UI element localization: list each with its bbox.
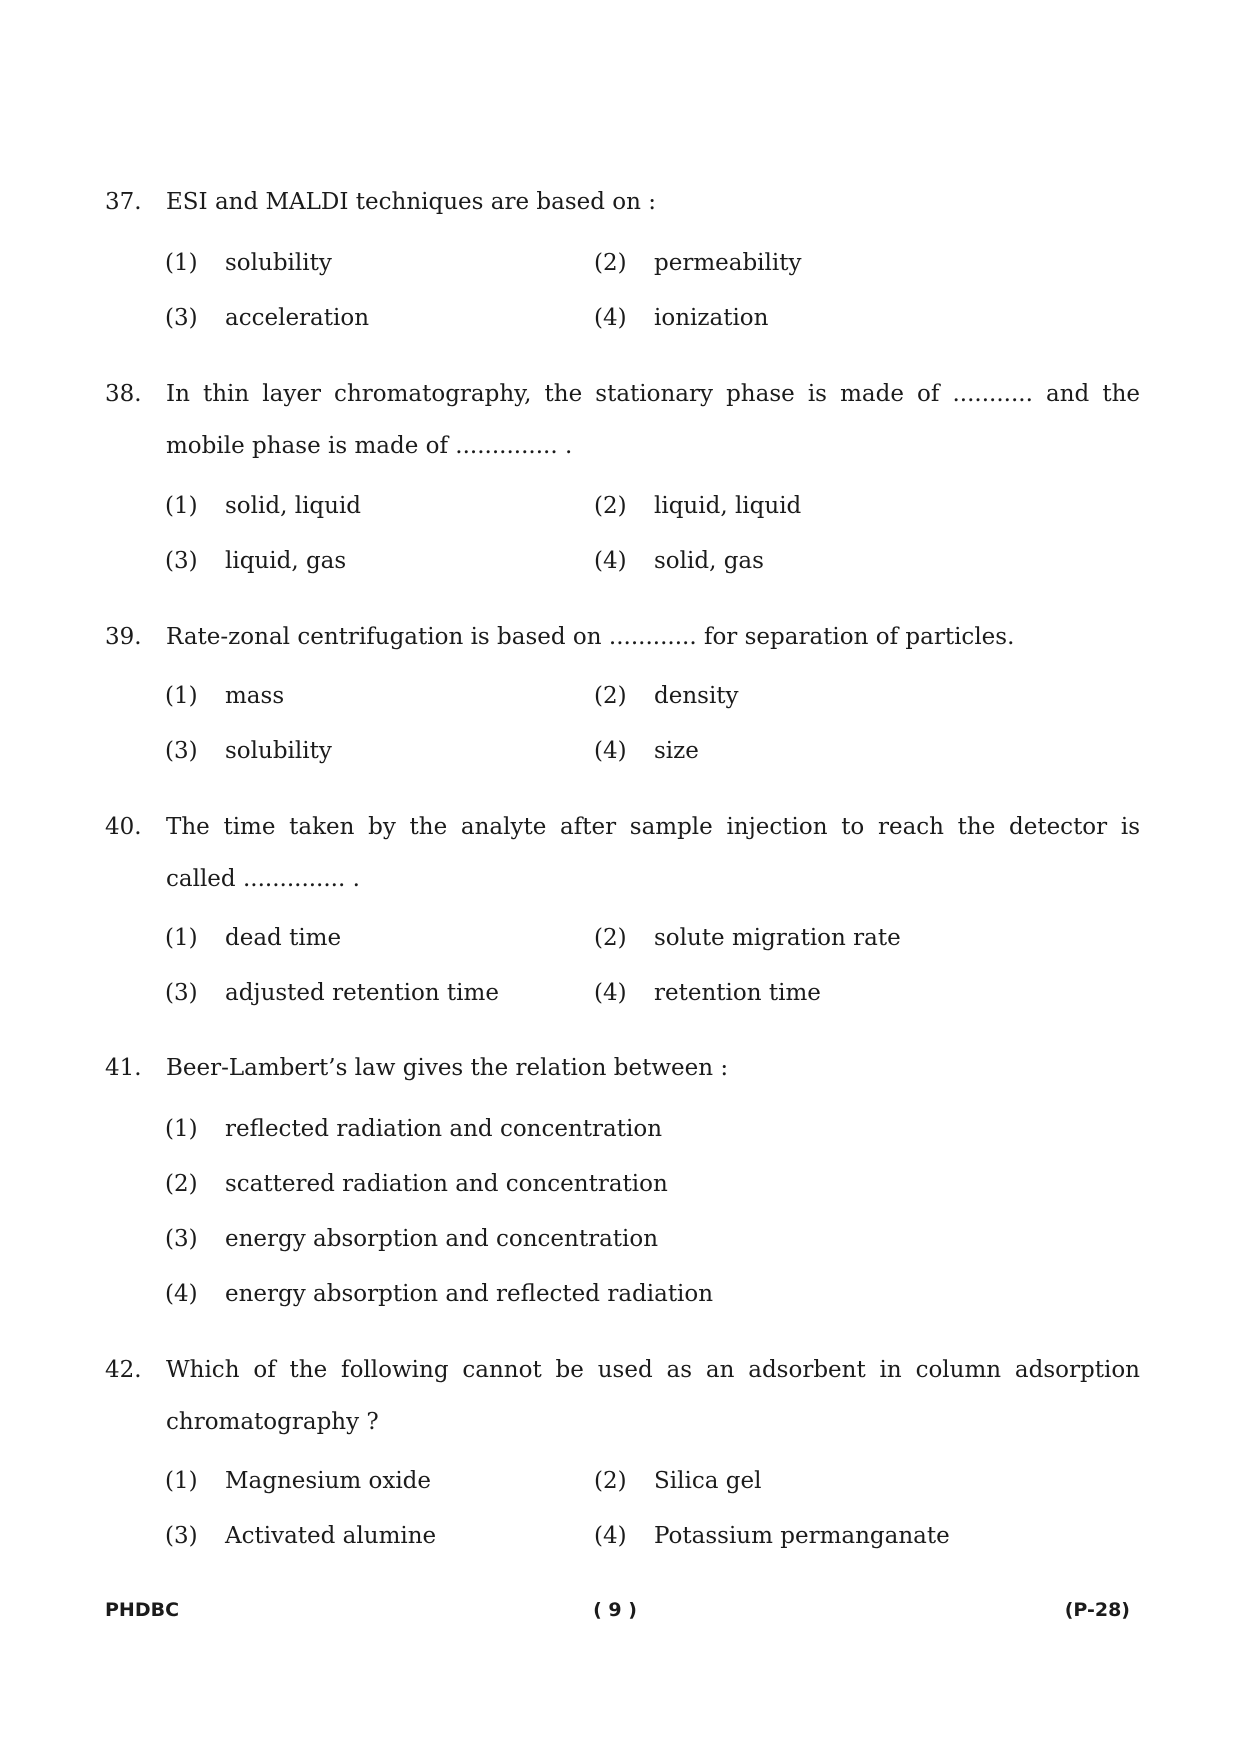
option-text: ionization xyxy=(654,305,769,331)
question-40 xyxy=(0,801,1241,905)
option-number: (1) xyxy=(165,683,198,709)
option-number: (3) xyxy=(165,548,198,574)
option-text: solubility xyxy=(225,738,332,764)
question-39 xyxy=(0,611,1241,663)
option-number: (4) xyxy=(594,980,627,1006)
option-text: solute migration rate xyxy=(654,925,901,951)
question-line: mobile phase is made of .............. . xyxy=(166,433,573,459)
option-number: (4) xyxy=(594,305,627,331)
question-line: Which of the following cannot be used as an adsorbent in column adsorption xyxy=(166,1357,1140,1383)
question-number: 41. xyxy=(105,1055,142,1081)
footer-booklet-code: (P-28) xyxy=(1064,1599,1130,1621)
option-text: dead time xyxy=(225,925,342,951)
option-number: (1) xyxy=(165,1468,198,1494)
option-number: (1) xyxy=(165,1116,198,1142)
option-number: (3) xyxy=(165,738,198,764)
question-number: 38. xyxy=(105,381,142,407)
question-line: chromatography ? xyxy=(166,1409,379,1435)
option-number: (2) xyxy=(594,250,627,276)
option-text: retention time xyxy=(654,980,821,1006)
question-line: called .............. . xyxy=(166,866,360,892)
option-text: density xyxy=(654,683,739,709)
option-text: energy absorption and reflected radiation xyxy=(225,1281,714,1307)
option-text: mass xyxy=(225,683,285,709)
option-number: (3) xyxy=(165,980,198,1006)
question-line: Rate-zonal centrifugation is based on ............ for separation of particles. xyxy=(166,624,1015,650)
option-number: (1) xyxy=(165,250,198,276)
option-text: Activated alumine xyxy=(225,1523,437,1549)
option-text: size xyxy=(654,738,699,764)
option-text: energy absorption and concentration xyxy=(225,1226,659,1252)
question-text xyxy=(166,801,1140,905)
question-38 xyxy=(0,368,1241,472)
question-text xyxy=(166,1042,1140,1094)
option-number: (3) xyxy=(165,305,198,331)
question-text xyxy=(166,368,1140,472)
question-text xyxy=(166,176,1140,228)
option-text: permeability xyxy=(654,250,802,276)
option-number: (4) xyxy=(165,1281,198,1307)
option-text: adjusted retention time xyxy=(225,980,499,1006)
question-number: 42. xyxy=(105,1357,142,1383)
question-number: 40. xyxy=(105,814,142,840)
option-number: (1) xyxy=(165,493,198,519)
question-42 xyxy=(0,1344,1241,1448)
option-text: acceleration xyxy=(225,305,370,331)
option-text: liquid, gas xyxy=(225,548,347,574)
option-text: scattered radiation and concentration xyxy=(225,1171,668,1197)
question-41 xyxy=(0,1042,1241,1094)
question-37 xyxy=(0,176,1241,228)
option-number: (2) xyxy=(594,683,627,709)
option-number: (1) xyxy=(165,925,198,951)
question-line: ESI and MALDI techniques are based on : xyxy=(166,189,656,215)
option-text: Magnesium oxide xyxy=(225,1468,432,1494)
question-number: 37. xyxy=(105,189,142,215)
option-number: (2) xyxy=(594,1468,627,1494)
option-number: (2) xyxy=(165,1171,198,1197)
option-text: Potassium permanganate xyxy=(654,1523,950,1549)
question-text xyxy=(166,611,1140,663)
question-number: 39. xyxy=(105,624,142,650)
footer-page-number: ( 9 ) xyxy=(593,1599,637,1621)
option-text: liquid, liquid xyxy=(654,493,802,519)
question-line: The time taken by the analyte after sample injection to reach the detector is xyxy=(166,814,1140,840)
option-text: solubility xyxy=(225,250,332,276)
option-number: (4) xyxy=(594,738,627,764)
option-text: reflected radiation and concentration xyxy=(225,1116,663,1142)
option-number: (4) xyxy=(594,548,627,574)
option-text: Silica gel xyxy=(654,1468,762,1494)
option-text: solid, gas xyxy=(654,548,764,574)
option-number: (3) xyxy=(165,1226,198,1252)
option-number: (2) xyxy=(594,925,627,951)
option-number: (3) xyxy=(165,1523,198,1549)
question-line: Beer-Lambert’s law gives the relation between : xyxy=(166,1055,729,1081)
option-number: (2) xyxy=(594,493,627,519)
question-line: In thin layer chromatography, the stationary phase is made of ........... and the xyxy=(166,381,1140,407)
option-number: (4) xyxy=(594,1523,627,1549)
option-text: solid, liquid xyxy=(225,493,362,519)
question-text xyxy=(166,1344,1140,1448)
footer-paper-code: PHDBC xyxy=(105,1599,180,1621)
